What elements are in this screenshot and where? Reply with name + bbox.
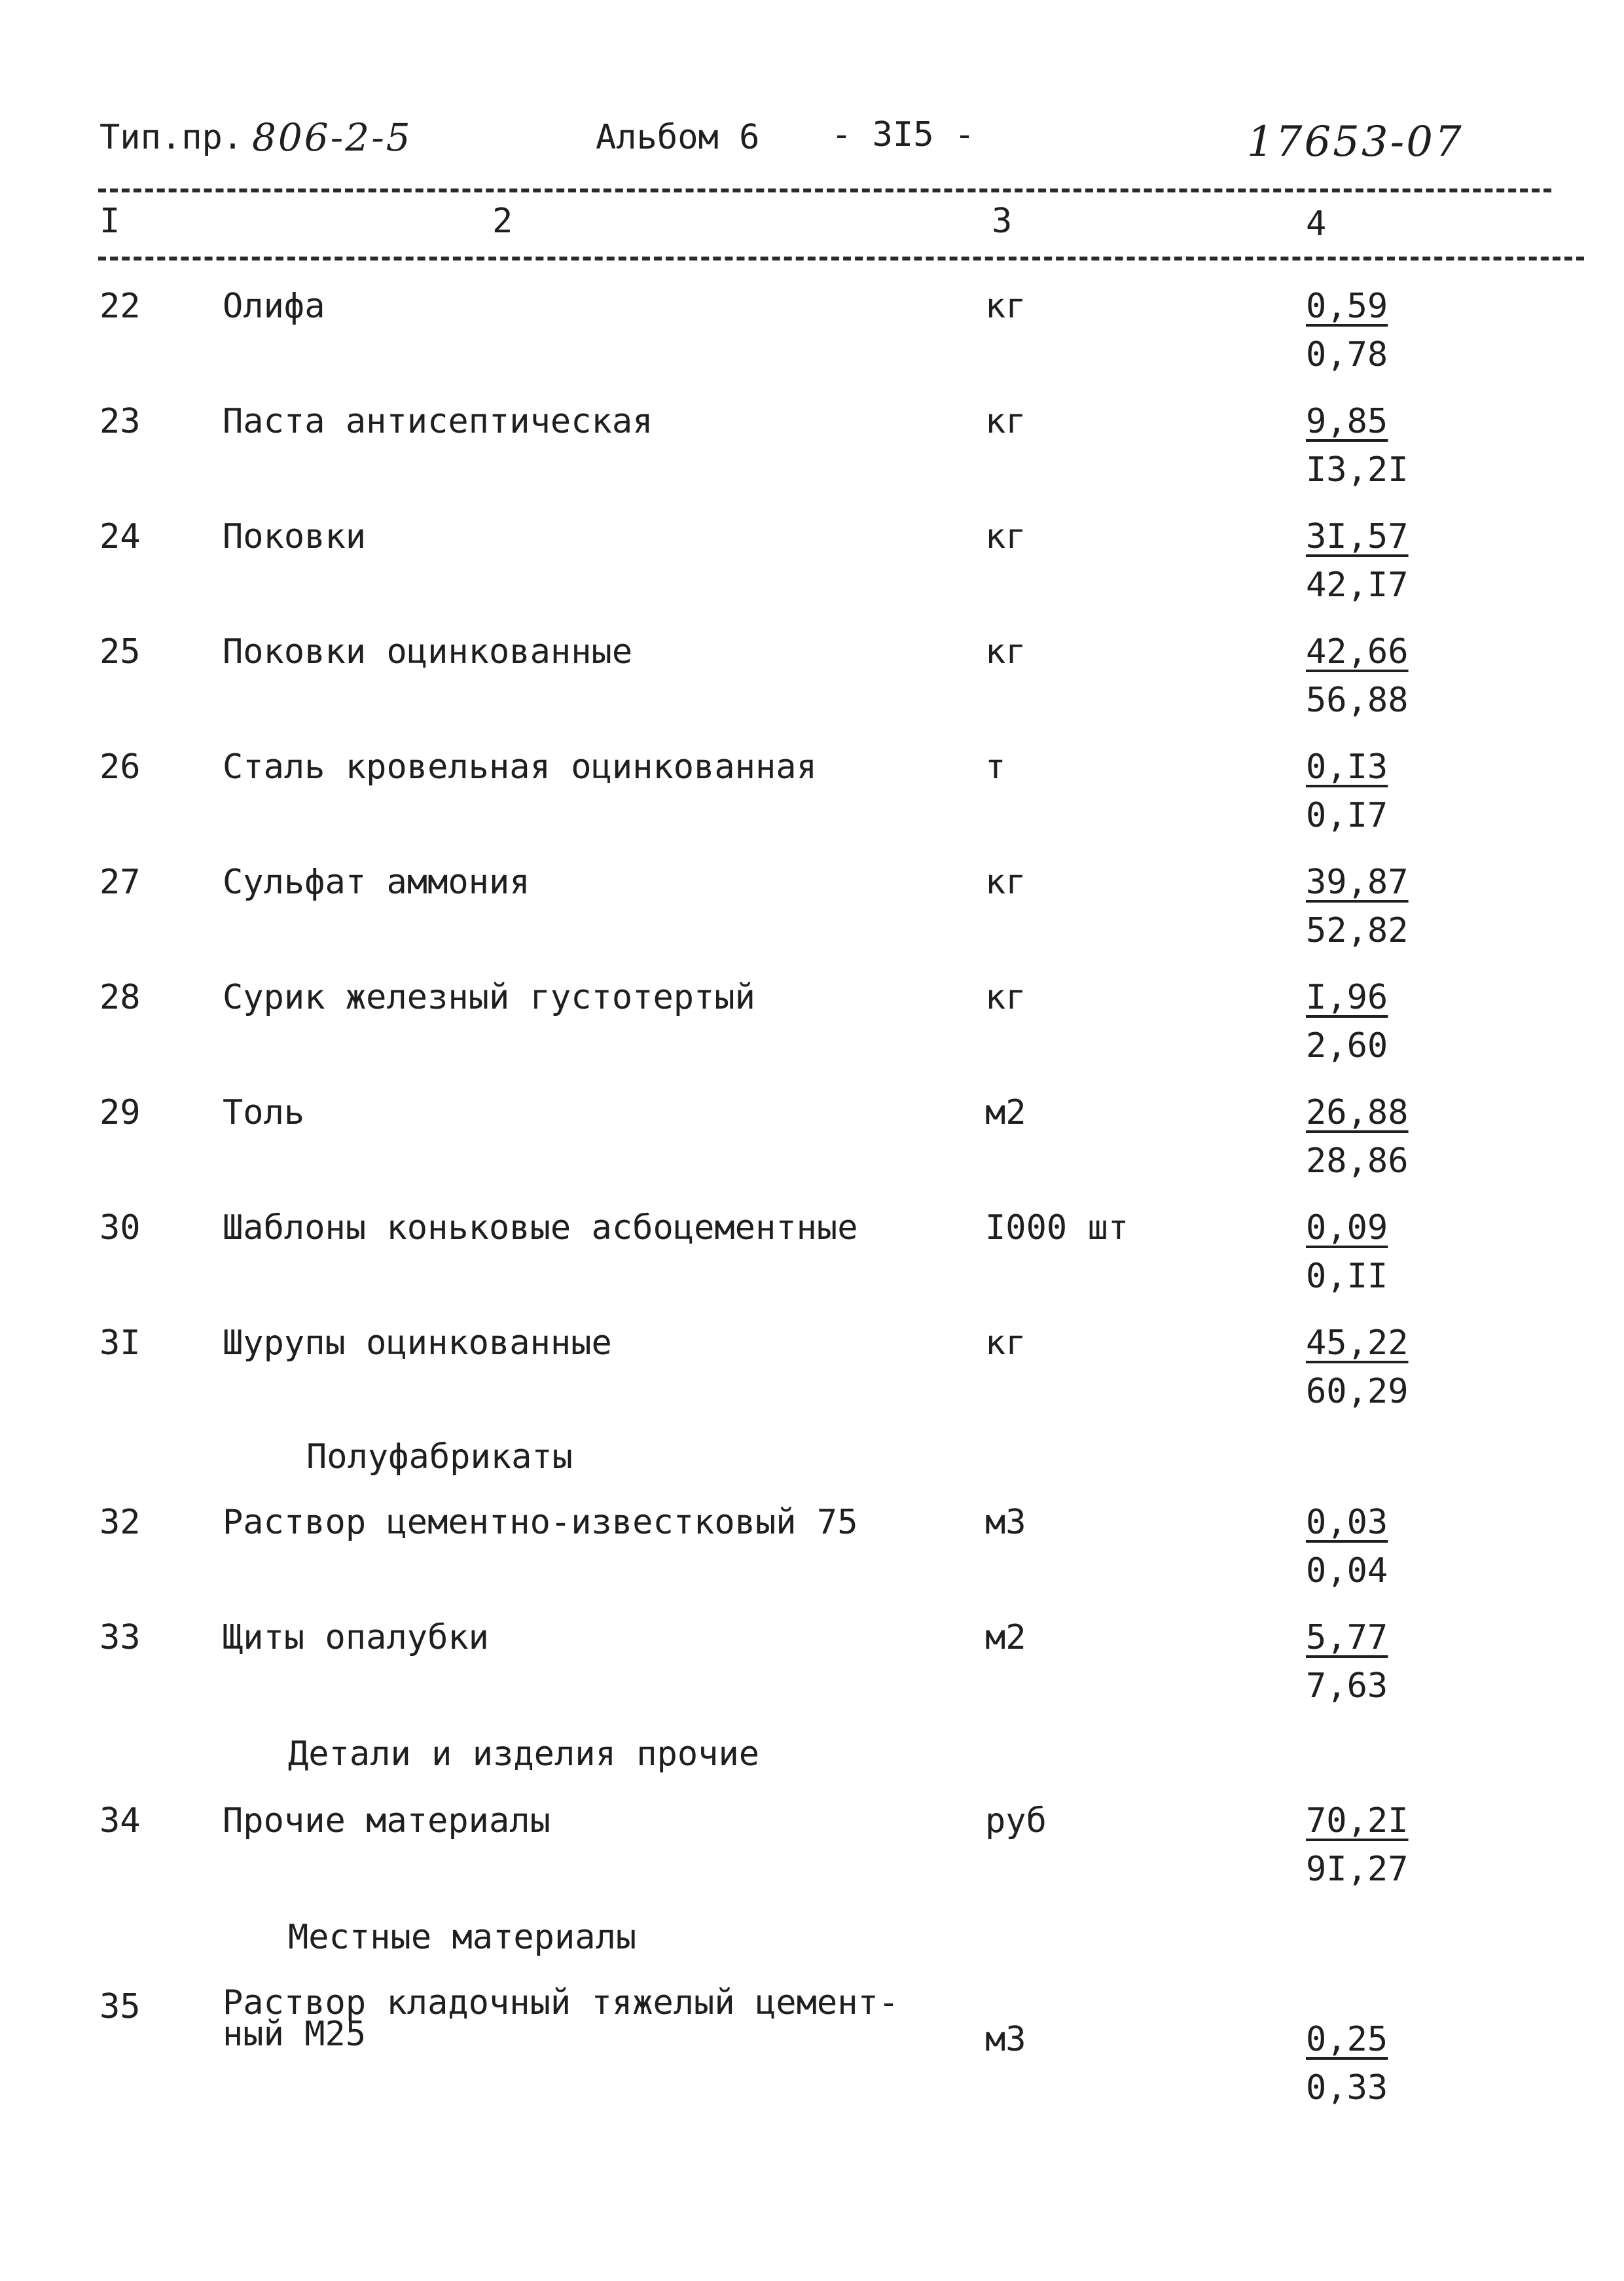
value-top: 3I,57: [1306, 517, 1409, 556]
unit: м2: [985, 1093, 1026, 1132]
album-label: Альбом 6: [596, 118, 760, 157]
row-number: 33: [99, 1618, 141, 1657]
header-rule-bottom: [98, 257, 1584, 260]
material-name: Поковки: [223, 517, 367, 556]
value-top: I,96: [1306, 978, 1388, 1017]
row-number: 35: [99, 1987, 141, 2026]
column-header-1: I: [99, 202, 120, 241]
doc-label: Тип.пр.: [99, 118, 244, 157]
project-code: 806-2-5: [252, 115, 412, 160]
row-number: 32: [99, 1503, 141, 1542]
table-row: [0, 863, 1624, 978]
row-number: 34: [99, 1801, 141, 1841]
table-row: [0, 1503, 1624, 1618]
table-row: [0, 402, 1624, 517]
material-name: Шурупы оцинкованные: [223, 1323, 612, 1363]
material-name: Прочие материалы: [223, 1801, 550, 1841]
value-top: 0,59: [1306, 287, 1388, 326]
unit: I000 шт: [985, 1208, 1129, 1248]
value-bottom: 0,04: [1306, 1551, 1388, 1590]
value-bottom: 2,60: [1306, 1026, 1388, 1066]
table-row: [0, 978, 1624, 1093]
table-row: [0, 1093, 1624, 1208]
row-number: 3I: [99, 1323, 141, 1363]
value-bottom: 7,63: [1306, 1666, 1388, 1706]
value-top: 0,25: [1306, 2020, 1388, 2059]
unit: м3: [985, 1503, 1026, 1542]
unit: кг: [985, 287, 1026, 326]
material-name: Раствор цементно-известковый 75: [223, 1503, 858, 1542]
value-bottom: 56,88: [1306, 681, 1409, 720]
value-bottom: I3,2I: [1306, 450, 1409, 490]
value-bottom: 0,33: [1306, 2068, 1388, 2108]
row-number: 23: [99, 402, 141, 441]
value-top: 42,66: [1306, 632, 1409, 672]
material-name-line-1: Раствор кладочный тяжелый цемент-: [223, 1983, 899, 2022]
value-top: 45,22: [1306, 1323, 1409, 1363]
material-name: Сульфат аммония: [223, 863, 530, 902]
inventory-number: 17653-07: [1247, 118, 1464, 166]
material-name: Олифа: [223, 287, 325, 326]
row-number: 24: [99, 517, 141, 556]
material-name: Толь: [223, 1093, 305, 1132]
material-name: Сурик железный густотертый: [223, 978, 755, 1017]
value-bottom: 0,I7: [1306, 796, 1388, 835]
value-top: 26,88: [1306, 1093, 1409, 1132]
material-name: Поковки оцинкованные: [223, 632, 633, 672]
value-bottom: 9I,27: [1306, 1850, 1409, 1889]
row-number: 30: [99, 1208, 141, 1248]
header-rule-top: [98, 189, 1551, 192]
unit: руб: [985, 1801, 1047, 1841]
row-number: 26: [99, 747, 141, 787]
value-top: 9,85: [1306, 402, 1388, 441]
table-row: [0, 1208, 1624, 1323]
value-bottom: 0,78: [1306, 335, 1388, 374]
table-row: [0, 287, 1624, 402]
table-row: [0, 1323, 1624, 1439]
material-name: [223, 1983, 899, 2054]
value-bottom: 0,II: [1306, 1257, 1388, 1296]
value-top: 0,09: [1306, 1208, 1388, 1248]
material-name: Щиты опалубки: [223, 1618, 489, 1657]
row-number: 22: [99, 287, 141, 326]
page-number: - 3I5 -: [831, 115, 975, 154]
unit: м2: [985, 1618, 1026, 1657]
column-header-3: 3: [992, 202, 1013, 241]
column-header-2: 2: [492, 202, 513, 241]
table-row: [0, 632, 1624, 747]
value-top: 5,77: [1306, 1618, 1388, 1657]
column-header-4: 4: [1306, 204, 1327, 243]
value-bottom: 52,82: [1306, 911, 1409, 950]
row-number: 25: [99, 632, 141, 672]
material-name: Шаблоны коньковые асбоцементные: [223, 1208, 858, 1248]
unit: кг: [985, 517, 1026, 556]
row-number: 28: [99, 978, 141, 1017]
row-number: 29: [99, 1093, 141, 1132]
unit: кг: [985, 978, 1026, 1017]
value-bottom: 60,29: [1306, 1372, 1409, 1411]
value-top: 0,03: [1306, 1503, 1388, 1542]
material-name: Паста антисептическая: [223, 402, 653, 441]
section-heading: Местные материалы: [288, 1918, 637, 1957]
unit: кг: [985, 402, 1026, 441]
material-name-line-2: ный М25: [223, 2015, 367, 2054]
table-row: [0, 747, 1624, 863]
row-number: 27: [99, 863, 141, 902]
section-heading: Полуфабрикаты: [306, 1437, 573, 1477]
material-name: Сталь кровельная оцинкованная: [223, 747, 817, 787]
table-row: [0, 517, 1624, 632]
unit: кг: [985, 632, 1026, 672]
section-heading: Детали и изделия прочие: [288, 1734, 760, 1774]
table-row: [0, 1618, 1624, 1733]
table-row: [0, 1801, 1624, 1916]
value-top: 0,I3: [1306, 747, 1388, 787]
value-bottom: 42,I7: [1306, 566, 1409, 605]
value-top: 39,87: [1306, 863, 1409, 902]
table-row: [0, 1983, 1624, 2131]
unit: кг: [985, 1323, 1026, 1363]
unit: м3: [985, 2020, 1026, 2059]
unit: т: [985, 747, 1006, 787]
value-bottom: 28,86: [1306, 1141, 1409, 1181]
value-top: 70,2I: [1306, 1801, 1409, 1841]
unit: кг: [985, 863, 1026, 902]
